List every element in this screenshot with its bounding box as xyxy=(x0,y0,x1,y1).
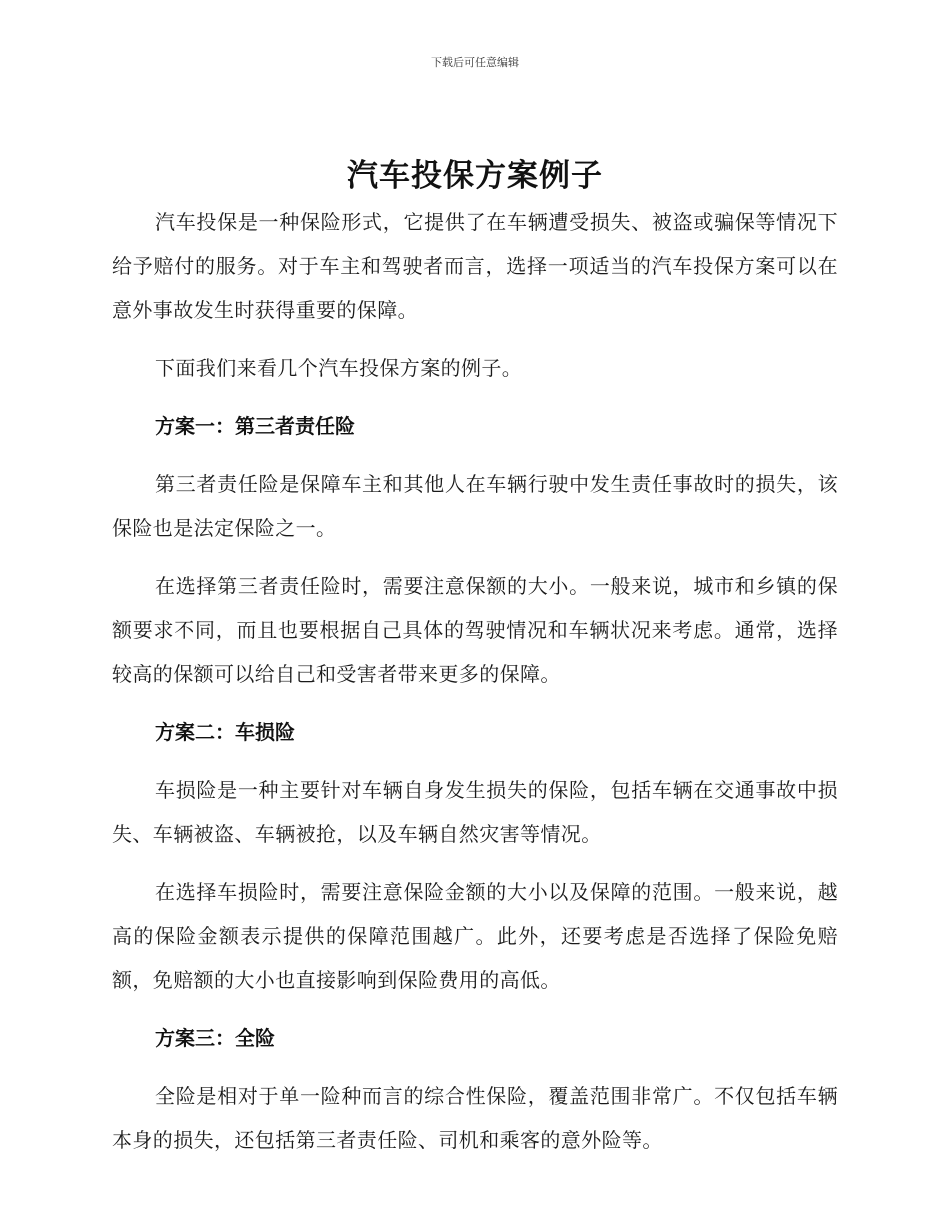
plan2-paragraph-1: 车损险是一种主要针对车辆自身发生损失的保险，包括车辆在交通事故中损失、车辆被盗、车辆被抢，以及车辆自然灾害等情况。 xyxy=(112,778,838,846)
plan1-heading: 方案一：第三者责任险 xyxy=(155,414,355,438)
plan1-paragraph-1: 第三者责任险是保障车主和其他人在车辆行驶中发生责任事故时的损失，该保险也是法定保险之一。 xyxy=(112,472,838,540)
plan3-heading: 方案三：全险 xyxy=(155,1026,275,1050)
plan3-paragraph-1: 全险是相对于单一险种而言的综合性保险，覆盖范围非常广。不仅包括车辆本身的损失，还包括第三者责任险、司机和乘客的意外险等。 xyxy=(112,1084,838,1152)
header-note: 下载后可任意编辑 xyxy=(431,56,519,69)
lead-paragraph: 下面我们来看几个汽车投保方案的例子。 xyxy=(155,356,523,380)
plan1-paragraph-2: 在选择第三者责任险时，需要注意保额的大小。一般来说，城市和乡镇的保额要求不同，而且也要根据自己具体的驾驶情况和车辆状况来考虑。通常，选择较高的保额可以给自己和受害者带来更多的保障。 xyxy=(112,574,838,686)
plan2-heading: 方案二：车损险 xyxy=(155,720,295,744)
document-body xyxy=(112,200,838,1176)
document-title: 汽车投保方案例子 xyxy=(347,158,603,194)
intro-paragraph: 汽车投保是一种保险形式，它提供了在车辆遭受损失、被盗或骗保等情况下给予赔付的服务。对于车主和驾驶者而言，选择一项适当的汽车投保方案可以在意外事故发生时获得重要的保障。 xyxy=(112,210,838,322)
plan2-paragraph-2: 在选择车损险时，需要注意保险金额的大小以及保障的范围。一般来说，越高的保险金额表示提供的保障范围越广。此外，还要考虑是否选择了保险免赔额，免赔额的大小也直接影响到保险费用的高低。 xyxy=(112,880,838,992)
